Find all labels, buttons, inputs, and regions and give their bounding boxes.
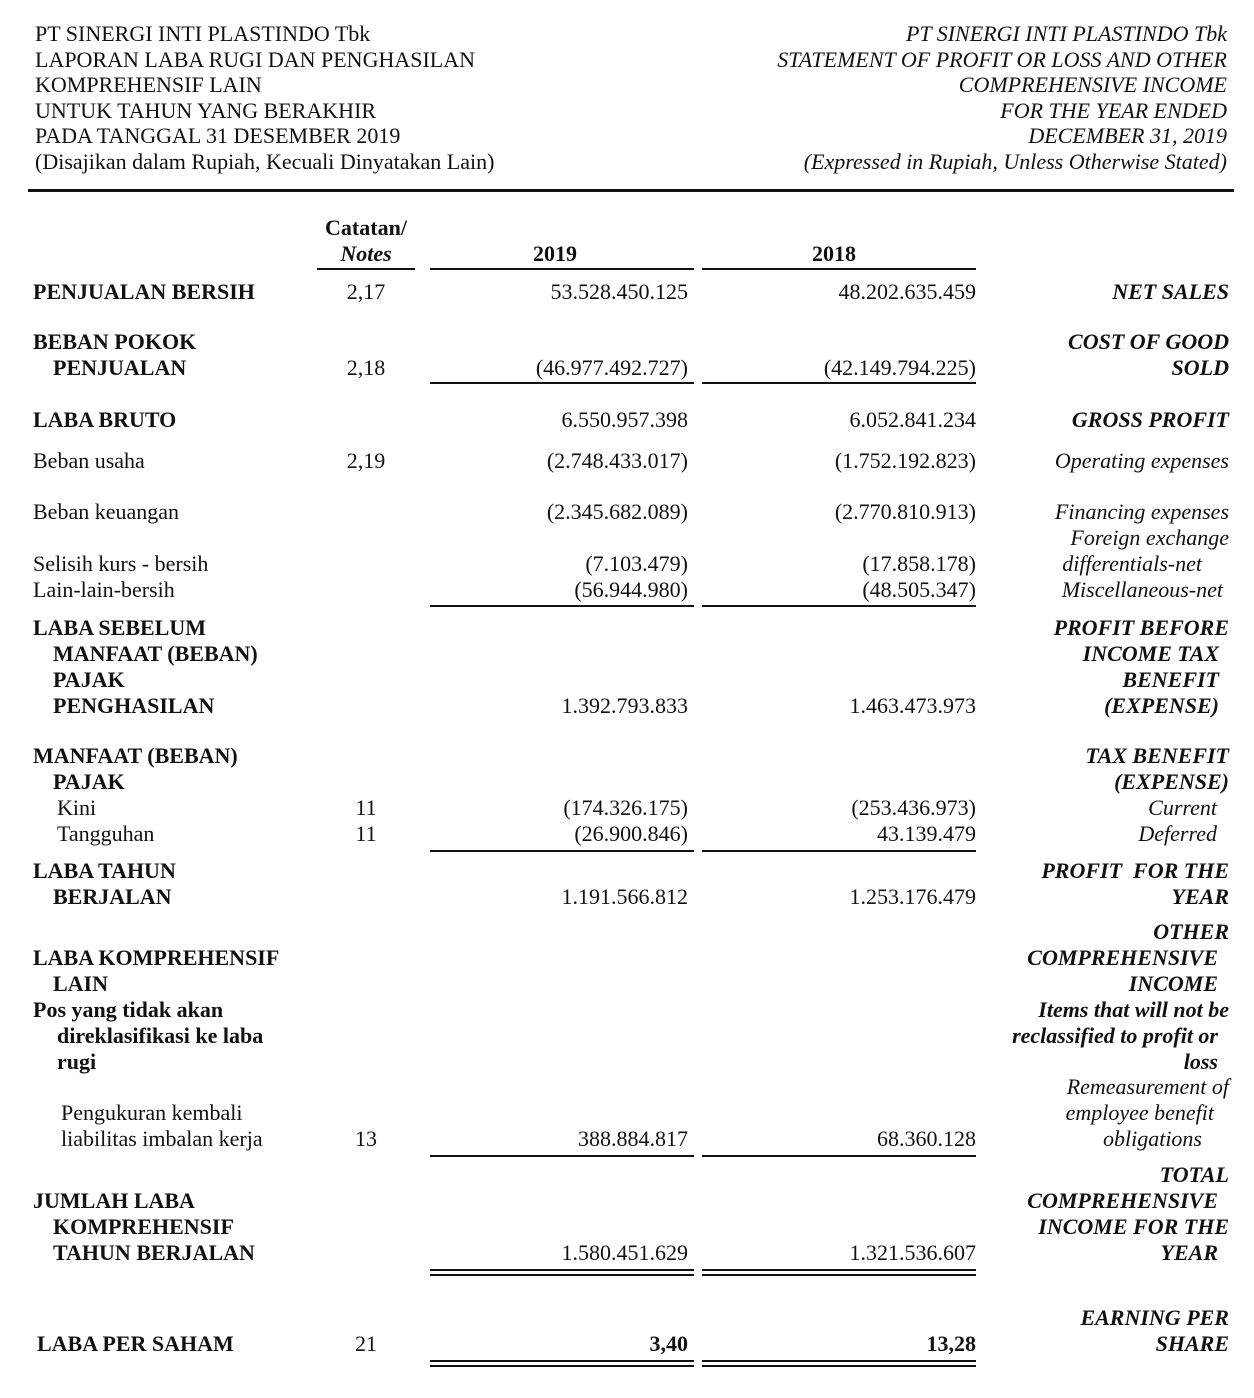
tax-deferred-2019: (26.900.846) (574, 821, 688, 846)
pbt-label-en-line-2: INCOME TAX (1082, 641, 1219, 666)
notes-column-header-en: Notes (340, 241, 392, 266)
remeasurement-2018: 68.360.128 (877, 1126, 976, 1151)
cogs-label-en-line-2: SOLD (1171, 355, 1229, 380)
period-line-2: PADA TANGGAL 31 DESEMBER 2019 (35, 123, 401, 149)
misc-label: Lain-lain-bersih (33, 577, 175, 602)
pbt-label-en-line-3: BENEFIT (1122, 667, 1219, 692)
pbt-label-line-1: LABA SEBELUM (33, 615, 206, 640)
financing-expenses-2018: (2.770.810.913) (834, 499, 976, 524)
statement-title-en-line-2: COMPREHENSIVE INCOME (958, 72, 1227, 98)
eps-double-rule-top-2018 (702, 1360, 976, 1362)
total-ci-label-en-line-2: COMPREHENSIVE (1027, 1188, 1218, 1213)
eps-note: 21 (355, 1331, 377, 1356)
financing-expenses-label-en: Financing expenses (1054, 499, 1229, 524)
profit-year-label-line-2: BERJALAN (53, 884, 172, 909)
fx-label-en-line-2: differentials-net (1062, 551, 1202, 576)
tax-label-en-line-2: (EXPENSE) (1114, 769, 1229, 794)
total-ci-label-en-line-3: INCOME FOR THE (1038, 1214, 1229, 1239)
remeasurement-label-en-line-3: obligations (1102, 1126, 1202, 1151)
misc-2019: (56.944.980) (574, 577, 688, 602)
statement-title-line-1: LAPORAN LABA RUGI DAN PENGHASILAN (35, 46, 476, 72)
not-reclassified-label-en-line-2: reclassified to profit or (1012, 1023, 1218, 1048)
eps-double-rule-bottom-2019 (430, 1365, 694, 1367)
not-reclassified-label-line-2: direklasifikasi ke laba (57, 1023, 264, 1048)
pbt-label-en-line-1: PROFIT BEFORE (1053, 615, 1229, 640)
total-ci-2018: 1.321.536.607 (849, 1240, 976, 1265)
tax-current-note: 11 (355, 795, 377, 820)
remeasurement-2019: 388.884.817 (578, 1126, 688, 1151)
not-reclassified-label-line-1: Pos yang tidak akan (33, 997, 224, 1022)
column-header-2019: 2019 (533, 241, 577, 266)
period-line-1: UNTUK TAHUN YANG BERAKHIR (35, 97, 377, 123)
remeasurement-label-line-2: liabilitas imbalan kerja (61, 1126, 263, 1151)
financing-expenses-label: Beban keuangan (33, 499, 179, 524)
not-reclassified-label-en-line-1: Items that will not be (1038, 997, 1229, 1022)
tax-current-2019: (174.326.175) (563, 795, 688, 820)
oci-label-en-line-1: OTHER (1153, 919, 1229, 944)
eps-label: LABA PER SAHAM (37, 1331, 234, 1356)
eps-double-rule-top-2019 (430, 1360, 694, 1362)
statement-title-en-line-1: STATEMENT OF PROFIT OR LOSS AND OTHER (777, 46, 1227, 72)
oci-label-en-line-2: COMPREHENSIVE (1027, 945, 1218, 970)
company-name: PT SINERGI INTI PLASTINDO Tbk (35, 21, 371, 46)
total-ci-double-rule-bottom-2019 (430, 1274, 694, 1276)
eps-label-en-line-1: EARNING PER (1080, 1305, 1229, 1330)
eps-2019: 3,40 (649, 1331, 688, 1356)
profit-year-label-en-line-2: YEAR (1171, 884, 1229, 909)
currency-note: (Disajikan dalam Rupiah, Kecuali Dinyatakan Lain) (35, 148, 495, 174)
operating-expenses-note: 2,19 (346, 448, 386, 473)
operating-expenses-label: Beban usaha (33, 448, 145, 473)
profit-year-2019: 1.191.566.812 (561, 884, 688, 909)
profit-year-label-en-line-1: PROFIT FOR THE (1041, 858, 1229, 883)
total-ci-label-line-2: KOMPREHENSIF (53, 1214, 234, 1239)
tax-label-line-2: PAJAK (53, 769, 125, 794)
company-name-en: PT SINERGI INTI PLASTINDO Tbk (905, 21, 1227, 46)
header-underline-2019 (430, 268, 694, 270)
cogs-note: 2,18 (346, 355, 386, 380)
total-ci-2019: 1.580.451.629 (561, 1240, 688, 1265)
remeasurement-label-en-line-2: employee benefit (1065, 1100, 1214, 1125)
cogs-subtotal-rule-2018 (702, 382, 976, 384)
gross-profit-2019: 6.550.957.398 (561, 407, 688, 432)
gross-profit-2018: 6.052.841.234 (849, 407, 976, 432)
tax-subtotal-rule-2019 (430, 850, 694, 852)
total-ci-label-en-line-1: TOTAL (1159, 1162, 1229, 1187)
header-underline-2018 (702, 268, 976, 270)
tax-deferred-label-en: Deferred (1138, 821, 1217, 846)
remeasurement-label-line-1: Pengukuran kembali (61, 1100, 243, 1125)
header-right (777, 21, 1227, 175)
tax-deferred-note: 11 (355, 821, 377, 846)
pbt-label-en-line-4: (EXPENSE) (1104, 693, 1219, 718)
profit-year-label-line-1: LABA TAHUN (33, 858, 176, 883)
notes-header-underline (317, 268, 415, 270)
column-header-2018: 2018 (812, 241, 856, 266)
total-ci-label-en-line-4: YEAR (1160, 1240, 1218, 1265)
tax-label-line-1: MANFAAT (BEBAN) (33, 743, 238, 768)
net-sales-2018: 48.202.635.459 (838, 279, 976, 304)
pbt-label-line-4: PENGHASILAN (53, 693, 215, 718)
period-en-line-2: DECEMBER 31, 2019 (1028, 123, 1227, 149)
currency-note-en: (Expressed in Rupiah, Unless Otherwise Stated) (803, 148, 1227, 174)
not-reclassified-label-line-3: rugi (57, 1049, 97, 1074)
oci-subtotal-rule-2019 (430, 1155, 694, 1157)
remeasurement-label-en-line-1: Remeasurement of (1066, 1074, 1229, 1099)
net-sales-note: 2,17 (346, 279, 386, 304)
misc-subtotal-rule-2019 (430, 605, 694, 607)
fx-2019: (7.103.479) (585, 551, 688, 576)
oci-label-line-1: LABA KOMPREHENSIF (33, 945, 280, 970)
fx-label-en-line-1: Foreign exchange (1070, 525, 1229, 550)
period-en-line-1: FOR THE YEAR ENDED (1000, 97, 1227, 123)
oci-label-line-2: LAIN (53, 971, 109, 996)
total-ci-label-line-1: JUMLAH LABA (33, 1188, 195, 1213)
tax-subtotal-rule-2018 (702, 850, 976, 852)
operating-expenses-label-en: Operating expenses (1054, 448, 1229, 473)
fx-2018: (17.858.178) (862, 551, 976, 576)
net-sales-label: PENJUALAN BERSIH (33, 279, 255, 304)
remeasurement-note: 13 (355, 1126, 377, 1151)
tax-deferred-2018: 43.139.479 (877, 821, 976, 846)
statement-title-line-2: KOMPREHENSIF LAIN (35, 72, 262, 98)
cogs-label-line-1: BEBAN POKOK (33, 329, 197, 354)
pbt-label-line-2: MANFAAT (BEBAN) (53, 641, 258, 666)
not-reclassified-label-en-line-3: loss (1183, 1049, 1218, 1074)
tax-current-label: Kini (57, 795, 97, 820)
fx-label: Selisih kurs - bersih (33, 551, 209, 576)
tax-deferred-label: Tangguhan (57, 821, 155, 846)
financing-expenses-2019: (2.345.682.089) (546, 499, 688, 524)
net-sales-label-en: NET SALES (1112, 279, 1229, 304)
cogs-subtotal-rule-2019 (430, 382, 694, 384)
operating-expenses-2019: (2.748.433.017) (546, 448, 688, 473)
header-divider (28, 189, 1234, 192)
tax-current-label-en: Current (1148, 795, 1217, 820)
total-ci-label-line-3: TAHUN BERJALAN (53, 1240, 255, 1265)
total-ci-double-rule-top-2018 (702, 1269, 976, 1271)
cogs-2019: (46.977.492.727) (535, 355, 688, 380)
total-ci-double-rule-top-2019 (430, 1269, 694, 1271)
cogs-label-en-line-1: COST OF GOOD (1068, 329, 1229, 354)
eps-double-rule-bottom-2018 (702, 1365, 976, 1367)
oci-label-en-line-3: INCOME (1128, 971, 1218, 996)
cogs-label-line-2: PENJUALAN (53, 355, 187, 380)
pbt-2018: 1.463.473.973 (849, 693, 976, 718)
tax-current-2018: (253.436.973) (851, 795, 976, 820)
total-ci-double-rule-bottom-2018 (702, 1274, 976, 1276)
profit-year-2018: 1.253.176.479 (849, 884, 976, 909)
eps-label-en-line-2: SHARE (1155, 1331, 1229, 1356)
tax-label-en-line-1: TAX BENEFIT (1085, 743, 1229, 768)
eps-2018: 13,28 (926, 1331, 976, 1356)
notes-column-header: Catatan/ (325, 215, 407, 240)
cogs-2018: (42.149.794.225) (823, 355, 976, 380)
misc-subtotal-rule-2018 (702, 605, 976, 607)
header-left (35, 21, 494, 175)
pbt-2019: 1.392.793.833 (561, 693, 688, 718)
gross-profit-label-en: GROSS PROFIT (1071, 407, 1229, 432)
misc-label-en: Miscellaneous-net (1061, 577, 1223, 602)
pbt-label-line-3: PAJAK (53, 667, 125, 692)
net-sales-2019: 53.528.450.125 (550, 279, 688, 304)
gross-profit-label: LABA BRUTO (33, 407, 177, 432)
oci-subtotal-rule-2018 (702, 1155, 976, 1157)
operating-expenses-2018: (1.752.192.823) (834, 448, 976, 473)
misc-2018: (48.505.347) (862, 577, 976, 602)
